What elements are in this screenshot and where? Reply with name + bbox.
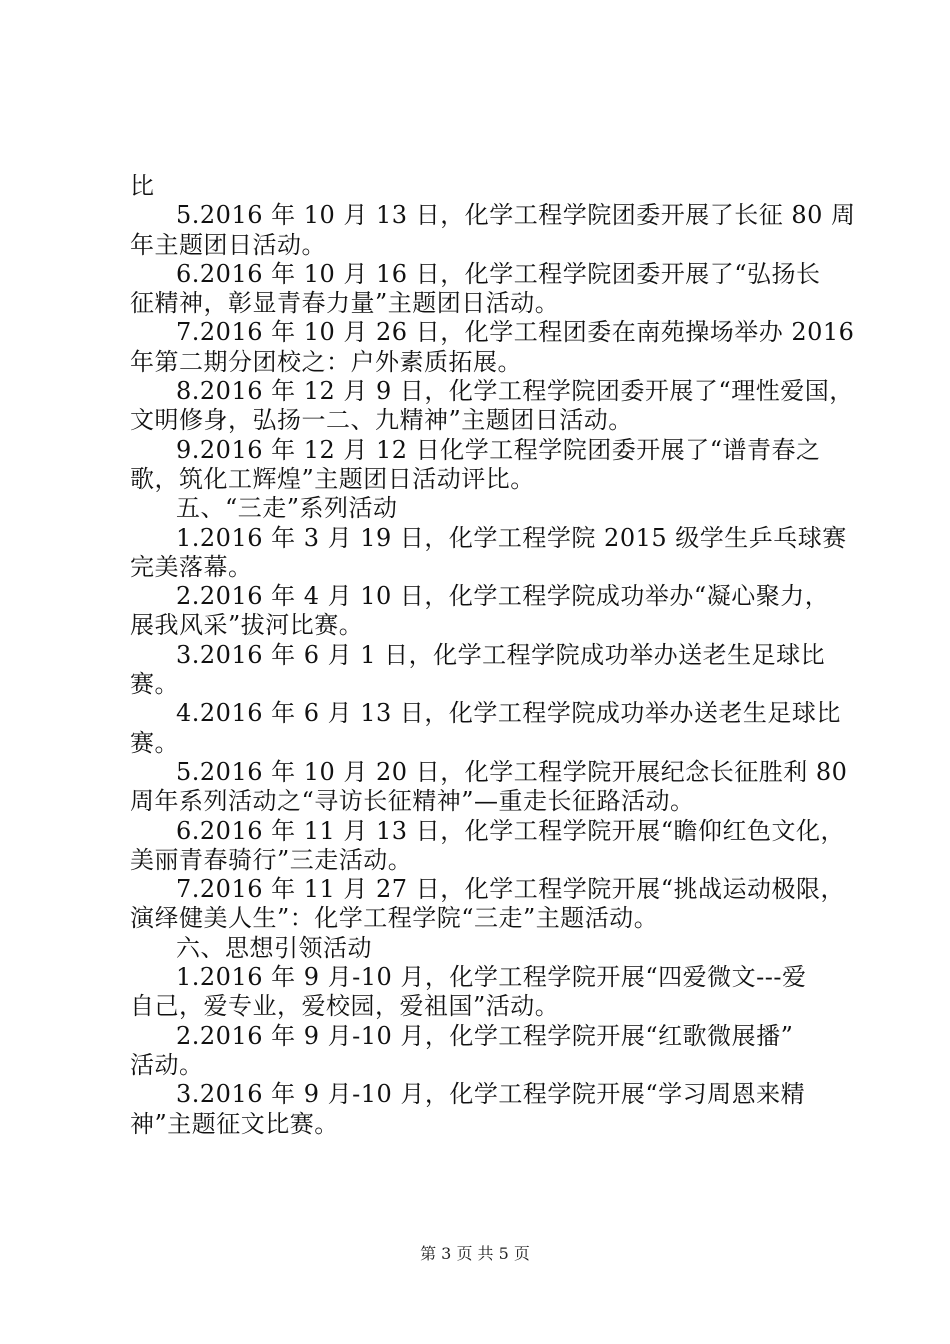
text-line: 5.2016 年 10 月 13 日，化学工程学院团委开展了长征 80 周 xyxy=(176,201,856,230)
text-line: 3.2016 年 9 月-10 月，化学工程学院开展“学习周恩来精 xyxy=(176,1080,806,1109)
text-line: 9.2016 年 12 月 12 日化学工程学院团委开展了“谱青春之 xyxy=(176,435,821,464)
text-line: 完美落幕。 xyxy=(130,552,253,581)
text-line: 年第二期分团校之：户外素质拓展。 xyxy=(130,347,522,376)
text-line: 赛。 xyxy=(130,670,179,699)
text-line: 演绎健美人生”：化学工程学院“三走”主题活动。 xyxy=(130,904,659,933)
text-line: 1.2016 年 3 月 19 日，化学工程学院 2015 级学生乒乓球赛 xyxy=(176,523,847,552)
text-line: 6.2016 年 11 月 13 日，化学工程学院开展“瞻仰红色文化， xyxy=(176,816,845,845)
text-line: 2.2016 年 9 月-10 月，化学工程学院开展“红歌微展播” xyxy=(176,1021,794,1050)
text-line: 美丽青春骑行”三走活动。 xyxy=(130,845,413,874)
text-line: 赛。 xyxy=(130,728,179,757)
document-body xyxy=(130,172,856,1139)
text-line: 五、“三走”系列活动 xyxy=(176,494,398,523)
text-line: 1.2016 年 9 月-10 月，化学工程学院开展“四爱微文---爱 xyxy=(176,963,807,992)
text-line: 比 xyxy=(130,172,155,200)
text-line: 7.2016 年 10 月 26 日，化学工程团委在南苑操场举办 2016 xyxy=(176,318,855,347)
text-line: 2.2016 年 4 月 10 日，化学工程学院成功举办“凝心聚力， xyxy=(176,582,830,611)
text-line: 神”主题征文比赛。 xyxy=(130,1109,339,1138)
text-line: 歌，筑化工辉煌”主题团日活动评比。 xyxy=(130,464,535,493)
page-footer xyxy=(0,1244,950,1264)
text-line: 六、思想引领活动 xyxy=(176,933,372,962)
text-line: 7.2016 年 11 月 27 日，化学工程学院开展“挑战运动极限， xyxy=(176,875,845,904)
text-line: 3.2016 年 6 月 1 日，化学工程学院成功举办送老生足球比 xyxy=(176,640,826,669)
text-line: 6.2016 年 10 月 16 日，化学工程学院团委开展了“弘扬长 xyxy=(176,259,821,288)
text-line: 自己，爱专业，爱校园，爱祖国”活动。 xyxy=(130,992,560,1021)
text-line: 4.2016 年 6 月 13 日，化学工程学院成功举办送老生足球比 xyxy=(176,699,841,728)
text-line: 展我风采”拔河比赛。 xyxy=(130,611,364,640)
text-line: 征精神，彰显青春力量”主题团日活动。 xyxy=(130,289,560,318)
page-number-label: 第 3 页 共 5 页 xyxy=(420,1244,530,1263)
text-line: 活动。 xyxy=(130,1050,204,1079)
text-line: 周年系列活动之“寻访长征精神”—重走长征路活动。 xyxy=(130,787,695,816)
text-line: 5.2016 年 10 月 20 日，化学工程学院开展纪念长征胜利 80 xyxy=(176,757,848,786)
text-line: 8.2016 年 12 月 9 日，化学工程学院团委开展了“理性爱国， xyxy=(176,377,854,406)
text-line: 年主题团日活动。 xyxy=(130,230,326,259)
text-line: 文明修身，弘扬一二、九精神”主题团日活动。 xyxy=(130,406,633,435)
